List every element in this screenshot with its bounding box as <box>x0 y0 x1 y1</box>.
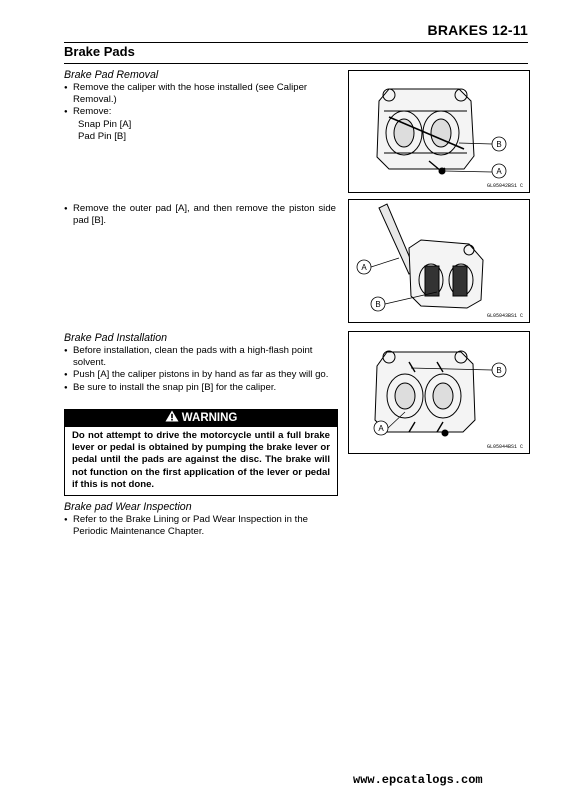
footer-url: www.epcatalogs.com <box>353 773 483 787</box>
figure-caliper-pins <box>348 70 530 193</box>
removal-heading: Brake Pad Removal <box>64 69 159 81</box>
warning-text: Do not attempt to drive the motorcycle until a full brake lever or pedal is obtained by pumping the brake lever or pedal until the pads are against the disc. The brake will not function on the first application of the lever or pedal if this is not done. <box>72 430 330 490</box>
removal-step-3: ● Remove the outer pad [A], and then remove the piston side pad [B]. <box>64 203 336 227</box>
figure-2-callout-a: A <box>361 263 367 272</box>
warning-title: WARNING <box>181 412 238 424</box>
figure-2-id: GL05043BS1 C <box>486 313 523 319</box>
pad-removal-illustration <box>349 200 529 322</box>
section-rule <box>64 63 528 64</box>
warning-triangle-icon <box>165 410 179 422</box>
chapter-page-header: BRAKES 12-11 <box>427 22 528 38</box>
installation-step-3: ● Be sure to install the snap pin [B] for the caliper. <box>64 382 336 394</box>
warning-box <box>64 409 338 496</box>
installation-step-1: ● Before installation, clean the pads with a high-flash point solvent. <box>64 345 336 369</box>
figure-piston-push <box>348 331 530 454</box>
figure-3-id: GL05044BS1 C <box>486 444 523 450</box>
warning-header <box>65 410 337 427</box>
header-rule <box>64 42 528 43</box>
figure-3-callout-a: A <box>378 424 384 433</box>
removal-step-2: ● Remove: <box>64 106 336 118</box>
figure-pad-removal <box>348 199 530 323</box>
figure-2-callout-b: B <box>375 300 381 309</box>
caliper-illustration <box>349 71 529 192</box>
removal-item-snap-pin: Snap Pin [A] <box>78 118 132 130</box>
inspection-step-1: ● Refer to the Brake Lining or Pad Wear Inspection in the Periodic Maintenance Chapter. <box>64 514 336 538</box>
removal-step-1: ● Remove the caliper with the hose installed (see Caliper Removal.) <box>64 82 336 106</box>
piston-push-illustration <box>349 332 529 453</box>
figure-3-callout-b: B <box>496 366 502 375</box>
inspection-heading: Brake pad Wear Inspection <box>64 501 192 513</box>
removal-block <box>64 69 336 143</box>
figure-1-callout-a: A <box>496 167 502 176</box>
section-title: Brake Pads <box>64 44 135 59</box>
inspection-block <box>64 501 336 538</box>
installation-block <box>64 332 336 394</box>
figure-1-id: GL05042BS1 C <box>486 183 523 189</box>
removal-block-2 <box>64 203 336 227</box>
installation-step-2: ● Push [A] the caliper pistons in by hand as far as they will go. <box>64 369 336 381</box>
removal-item-pad-pin: Pad Pin [B] <box>78 130 126 142</box>
figure-1-callout-b: B <box>496 140 502 149</box>
installation-heading: Brake Pad Installation <box>64 332 168 344</box>
